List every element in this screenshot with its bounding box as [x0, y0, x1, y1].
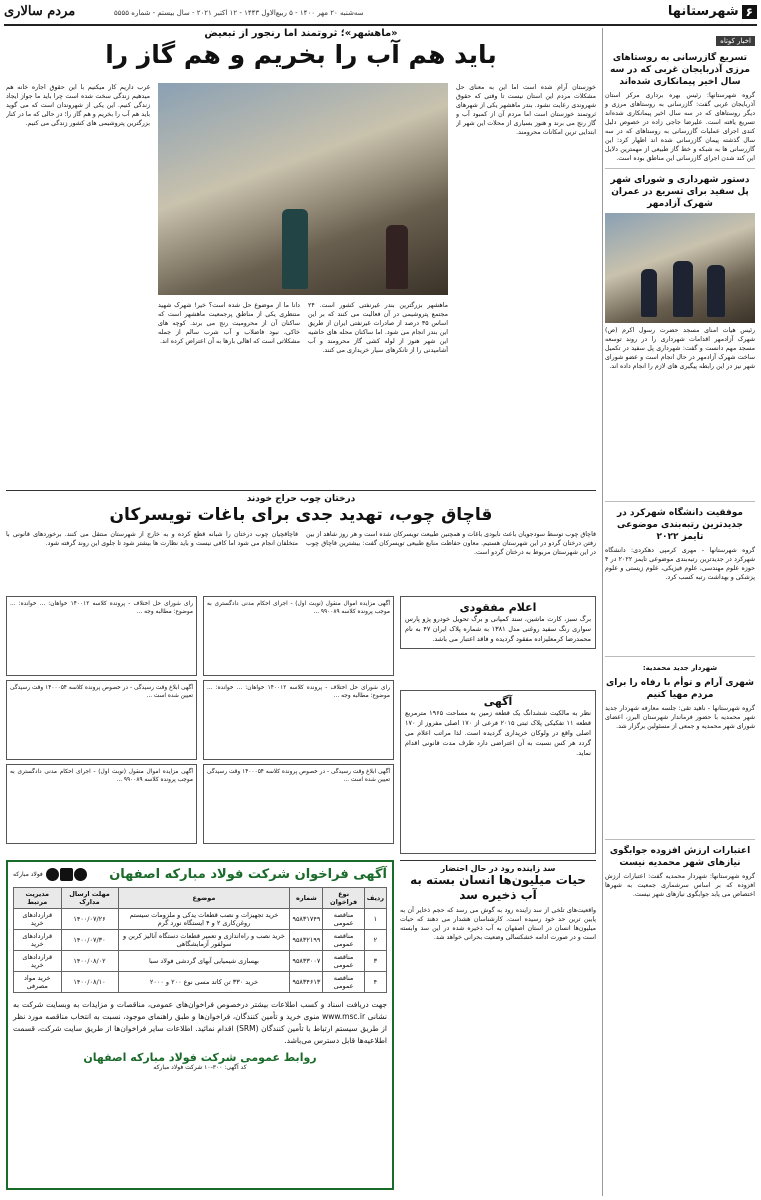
- table-header-cell: مهلت ارسال مدارک: [61, 888, 118, 909]
- table-cell: خرید نصب و راه‌اندازی و تعمیر قطعات دستگاه آنالیز کربن و سولفور آزمایشگاهی: [118, 930, 290, 951]
- foolad-footer-pr: روابط عمومی شرکت فولاد مبارکه اصفهان: [83, 1051, 317, 1064]
- divider: [605, 656, 755, 657]
- table-cell: ۹۵۸۳۱۷۴۹: [290, 909, 323, 930]
- foolad-ad: [6, 860, 394, 1190]
- table-cell: ۹۵۸۳۳۰۰۷: [290, 951, 323, 972]
- legal-notice: [6, 680, 197, 760]
- table-header-cell: موضوع: [118, 888, 290, 909]
- legal-notice: [203, 680, 394, 760]
- story4-body: گروه شهرستانها - ناهید تقی: جلسه معارفه شهردار جدید شهر محمدیه با حضور فرماندار شهرستان البرز، اعضای شورای شهر محمدیه و جمعی از مسئولین برگزار شد.: [605, 705, 755, 730]
- short-news-label: اخبار کوتاه: [716, 36, 755, 46]
- foolad-logo-text: فولاد مبارکه: [13, 871, 43, 878]
- table-header-cell: ردیف: [364, 888, 386, 909]
- notice-ad-title: آگهی: [483, 695, 513, 708]
- story2-headline: دستور شهرداری و شورای شهر پل سفید برای تسریع در عمران شهرک آزادمهر: [610, 175, 750, 209]
- foolad-footer-text: جهت دریافت اسناد و کسب اطلاعات بیشتر درخصوص فراخوان‌های عمومی، مناقصات و مزایدات به وبسایت شرکت به نشانی www.msc.ir منوی خرید و تأمین کنندگان، فراخوان‌ها و طبق راهنمای موجود، نسبت به انتخاب مناقصه مورد نظر از طریق سیستم ارتباط با تأمین کنندگان (SRM) اقدام نمائید. اطلاعات سایر فراخوان‌ها از طریق سایت شرکت، قسمت اطلاعیه‌ها قابل دسترس می‌باشد.: [13, 1000, 387, 1045]
- table-cell: خرید ۳۳۰ تن کاتد مسی نوع ۲۰۰ و ۲۰۰۰: [118, 972, 290, 993]
- lead-col3: دانا ما از موضوع حل شده است؟ خیر! شهرک شهید منتظری یکی از مناطق پرجمعیت ماهشهر است که ساکنان آن از محرومیت رنج می برند. کوچه های خاکی، نبود فاضلاب و آب شرب سالم از جمله مشکلاتی است که اهالی بارها به آن اعتراض کرده اند.: [158, 302, 300, 345]
- legal-notice-text: آگهی مزایده اموال منقول (نوبت اول) - اجرای احکام مدنی دادگستری به موجب پرونده کلاسه ۹۹۰۰۸۹ ...: [10, 769, 193, 783]
- table-cell: مناقصه عمومی: [323, 930, 364, 951]
- foolad-table: [13, 887, 387, 993]
- lead-headline: باید هم آب را بخریم و هم گاز را: [105, 40, 497, 69]
- story3-body: گروه شهرستانها - مهری کرمپی دهکردی: دانشگاه شهرکرد در جدیدترین رتبه‌بندی موضوعی تایمز ۲۰۲۲ در ۴ حوزه علوم مهندسی، علوم فیزیکی، علوم زیستی و علوم پزشکی و بهداشت رتبه کسب کرد.: [605, 547, 755, 581]
- dam-body: واقعیت‌های تلخی از سد زاینده رود به گوش می رسد که حجم ذخایر آن به پایین ترین حد خود رسیده است. کارشناسان هشدار می دهند که حیات میلیون‌ها انسان در استان اصفهان به آب ذخیره شده در این سد وابسته است و در صورت ادامه خشکسالی وضعیت بحرانی خواهد شد.: [400, 907, 596, 941]
- lead-photo: [158, 83, 448, 295]
- table-cell: ۱۴۰۰/۰۷/۲۶: [61, 909, 118, 930]
- legal-notice-text: آگهی ابلاغ وقت رسیدگی - در خصوص پرونده کلاسه ۱۴۰۰۰۵۴ وقت رسیدگی تعیین شده است ...: [207, 769, 390, 783]
- table-cell: ۱۴۰۰/۰۸/۰۲: [61, 951, 118, 972]
- story3-headline: موفقیت دانشگاه شهرکرد در جدیدترین رتبه‌بندی موضوعی تایمز ۲۰۲۲: [617, 508, 743, 542]
- table-cell: ۱: [364, 909, 386, 930]
- table-row: [14, 972, 387, 993]
- table-cell: مناقصه عمومی: [323, 909, 364, 930]
- table-header-row: [14, 888, 387, 909]
- divider: [605, 839, 755, 840]
- lead-col4: غرب داریم کار میکنیم با این حقوق اجاره خانه هم میدهیم زندگی سخت شده است چرا باید ما جواز ایجاد زندگی کنیم. این یکی از شهروندان است که می گوید باید هم آب را بخریم و هم گاز را؛ در حالی که ما در کنار بزرگترین پتروشیمی های کشور زندگی می کنیم.: [6, 84, 150, 127]
- section-title: [668, 4, 757, 19]
- table-cell: ۹۵۸۳۴۶۱۳: [290, 972, 323, 993]
- table-body: [14, 909, 387, 993]
- wood-story: [6, 490, 596, 600]
- page-header: [4, 4, 757, 26]
- lead-kicker: «ماهشهر»؛ ثروتمند اما رنجور از تبعیض: [204, 28, 398, 39]
- table-cell: قراردادهای خرید: [14, 951, 62, 972]
- wood-body-left: قاچاقچیان چوب درختان را شبانه قطع کرده و به خارج از شهرستان منتقل می کنند. برخوردهای قانونی با متخلفان انجام می شود اما کافی نیست و باید نظارت ها بیشتر شود تا جلوی این روند گرفته شود.: [6, 531, 298, 547]
- column-divider: [602, 28, 603, 1196]
- table-cell: مناقصه عمومی: [323, 972, 364, 993]
- legal-notice: [6, 596, 197, 676]
- table-cell: مناقصه عمومی: [323, 951, 364, 972]
- dam-headline: حیات میلیون‌ها انسان بسته به آب ذخیره سد: [410, 873, 586, 902]
- table-header-cell: نوع فراخوان: [323, 888, 364, 909]
- foolad-logo-icon: [46, 868, 87, 881]
- legal-notice-text: آگهی مزایده اموال منقول (نوبت اول) - اجرای احکام مدنی دادگستری به موجب پرونده کلاسه ۹۹۰۰۸۹ ...: [207, 601, 390, 615]
- divider: [605, 168, 755, 169]
- lead-col1: خوزستان آرام شده است اما این به معنای حل مشکلات مردم این استان نیست تا وقتی که حقوق شهروندی رعایت نشود. بندر ماهشهر یکی از شهرهای ثروتمند خوزستان است اما مردم آن از کمبود آب و گاز رنج می برند و هنوز بسیاری از محلات این شهر از ابتدایی ترین امکانات محرومند.: [456, 84, 596, 136]
- notice-ad: [400, 690, 596, 854]
- dam-story: [400, 860, 596, 1196]
- table-header-cell: مدیریت مرتبط: [14, 888, 62, 909]
- table-cell: ۴: [364, 972, 386, 993]
- lead-col2: ماهشهر بزرگترین بندر غیرنفتی کشور است. ۲۴ مجتمع پتروشیمی در آن فعالیت می کنند که بر این اساس ۳۵ درصد از صادرات غیرنفتی ایران از طریق این بندر انجام می شود. اما ساکنان محله های حاشیه این شهر هنوز از لوله کشی گاز محرومند و آب آشامیدنی را از تانکرهای سیار خریداری می کنند.: [308, 302, 448, 354]
- legal-notice: [203, 764, 394, 844]
- story4-headline: شهری آرام و توأم با رفاه را برای مردم مهیا کنیم: [606, 678, 754, 700]
- legal-notice-text: آگهی ابلاغ وقت رسیدگی - در خصوص پرونده کلاسه ۱۴۰۰۰۵۴ وقت رسیدگی تعیین شده است ...: [10, 685, 193, 699]
- table-row: [14, 909, 387, 930]
- story5-body: گروه شهرستانها: شهردار محمدیه گفت: اعتبارات ارزش افزوده که بر اساس سرشماری جمعیت به شهرها اختصاص می یابد جوابگوی نیازهای شهر نیست.: [605, 873, 755, 898]
- legal-notice: [203, 596, 394, 676]
- table-cell: ۱۴۰۰/۰۸/۱۰: [61, 972, 118, 993]
- table-header-cell: شماره: [290, 888, 323, 909]
- table-cell: ۹۵۸۳۲۱۹۹: [290, 930, 323, 951]
- story2-photo: [605, 213, 755, 323]
- lost-ad-title: اعلام مفقودی: [459, 601, 537, 614]
- table-row: [14, 930, 387, 951]
- table-cell: بهسازی شیمیایی آبهای گردشی فولاد سبا: [118, 951, 290, 972]
- table-cell: ۲: [364, 930, 386, 951]
- story1-body: گروه شهرستانها: رئیس بهره برداری مرکز استان آذربایجان غربی گفت: گازرسانی به روستاهای مرزی و دیگر روستاهای که در سه سال اخیر پیمانکاری شده‌اند تسریع یافته است. علیرضا جاجی زاده در خصوص دلیل کندی اجرای عملیات گازرسانی به روستاهای که در سه سال گذشته پیمان گازرسانی شده اند اظهار کرد: این گازرسانی ها به شبکه و خط گاز طبیعی از مهمترین دلایل این کند شدن اجرای گازرسانی این مناطق بوده است.: [605, 92, 755, 162]
- lead-story: [6, 83, 596, 483]
- masthead: مردم سالاری: [4, 4, 76, 19]
- table-cell: ۱۴۰۰/۰۷/۳۰: [61, 930, 118, 951]
- wood-headline: قاچاق چوب، تهدید جدی برای باغات تویسرکان: [109, 505, 493, 525]
- legal-notices: [6, 596, 394, 852]
- wood-body-right: قاچاق چوب توسط سودجویان باعث نابودی باغات و همچنین طبیعت تویسرکان شده است و هر روز شاهد از بین رفتن درختان گردو در این شهرستان هستیم. معاون حفاظت منابع طبیعی تویسرکان گفت: بیشترین قاچاق چوب در این شهرستان مربوط به درختان گردو است.: [306, 531, 596, 556]
- table-row: [14, 951, 387, 972]
- section-name: شهرستانها: [667, 4, 739, 19]
- dam-kicker: سد زاینده رود در حال احتضار: [440, 864, 556, 873]
- right-column: [605, 28, 755, 982]
- dateline: سه‌شنبه ۲۰ مهر ۱۴۰۰ - ۵ ربیع‌الاول ۱۴۴۳ - ۱۲ اکتبر ۲۰۲۱ - سال بیستم - شماره ۵۵۵۵: [114, 9, 364, 17]
- table-cell: خرید تجهیزات و نصب قطعات یدکی و ملزومات سیستم روغن‌کاری ۲ و ۴ ایستگاه نورد گرم: [118, 909, 290, 930]
- foolad-title: آگهی فراخوان شرکت فولاد مبارکه اصفهان: [109, 867, 387, 882]
- table-cell: ۳: [364, 951, 386, 972]
- foolad-ad-code: کد آگهی: ۳۰۰-۱۰ شرکت فولاد مبارکه: [153, 1064, 247, 1071]
- story2-body: رئیس هیات امنای مسجد حضرت رسول اکرم (ص) شهرک آزادمهر اقدامات شهرداری را در روند توسعه مسجد مهم دانست و گفت: شهرداری پل سفید در تکمیل ساخت شهرک آزادمهر در حال انجام است و عضو شورای شهر نیز در این رابطه پیگیری های لازم را انجام داده اند.: [605, 327, 755, 370]
- legal-notice: [6, 764, 197, 844]
- table-cell: قراردادهای خرید: [14, 909, 62, 930]
- table-cell: خرید مواد مصرفی: [14, 972, 62, 993]
- story4-kicker: شهردار جدید محمدیه:: [642, 664, 718, 672]
- story1-headline: تسریع گازرسانی به روستاهای مرزی آذربایجان غربی که در سه سال اخیر پیمانکاری شده‌اند: [610, 53, 750, 87]
- wood-kicker: درختان چوب حراج خودند: [246, 494, 356, 504]
- main-area: [6, 28, 596, 556]
- lost-ad: [400, 596, 596, 649]
- page-number: ۶: [742, 5, 757, 19]
- legal-notice-text: رای شورای حل اختلاف - پرونده کلاسه ۱۴۰۰۱۲ خواهان: ... خوانده: ... موضوع: مطالبه وجه ...: [10, 601, 193, 615]
- notice-ad-body: نظر به مالکیت ششدانگ یک قطعه زمین به مساحت ۱۹۶۵ مترمربع قطعه ۱۱ تفکیکی پلاک ثبتی ۲۰۱۵ فرعی از ۱۷۰ اصلی مفروز از ۱۷۰ اصلی واقع در ولوکان خریداری گردیده است. لذا مراتب اعلام می گردد هر کس نسبت به آن اعتراضی دارد ظرف مدت قانونی اقدام نماید.: [405, 709, 591, 757]
- divider: [605, 501, 755, 502]
- table-cell: قراردادهای خرید: [14, 930, 62, 951]
- story5-headline: اعتبارات ارزش افزوده جوابگوی نیازهای شهر محمدیه نیست: [609, 846, 751, 868]
- lost-ad-body: برگ سبز، کارت ماشین، سند کمپانی و برگ تحویل خودرو پژو پارس سواری رنگ سفید روغنی مدل ۱۳۸۱ به شماره پلاک ایران ۴۷ به نام محمدرضا کرمعلیزاده مفقود گردیده و فاقد اعتبار می باشد.: [405, 615, 592, 643]
- legal-notice-text: رای شورای حل اختلاف - پرونده کلاسه ۱۴۰۰۱۲ خواهان: ... خوانده: ... موضوع: مطالبه وجه ...: [207, 685, 390, 699]
